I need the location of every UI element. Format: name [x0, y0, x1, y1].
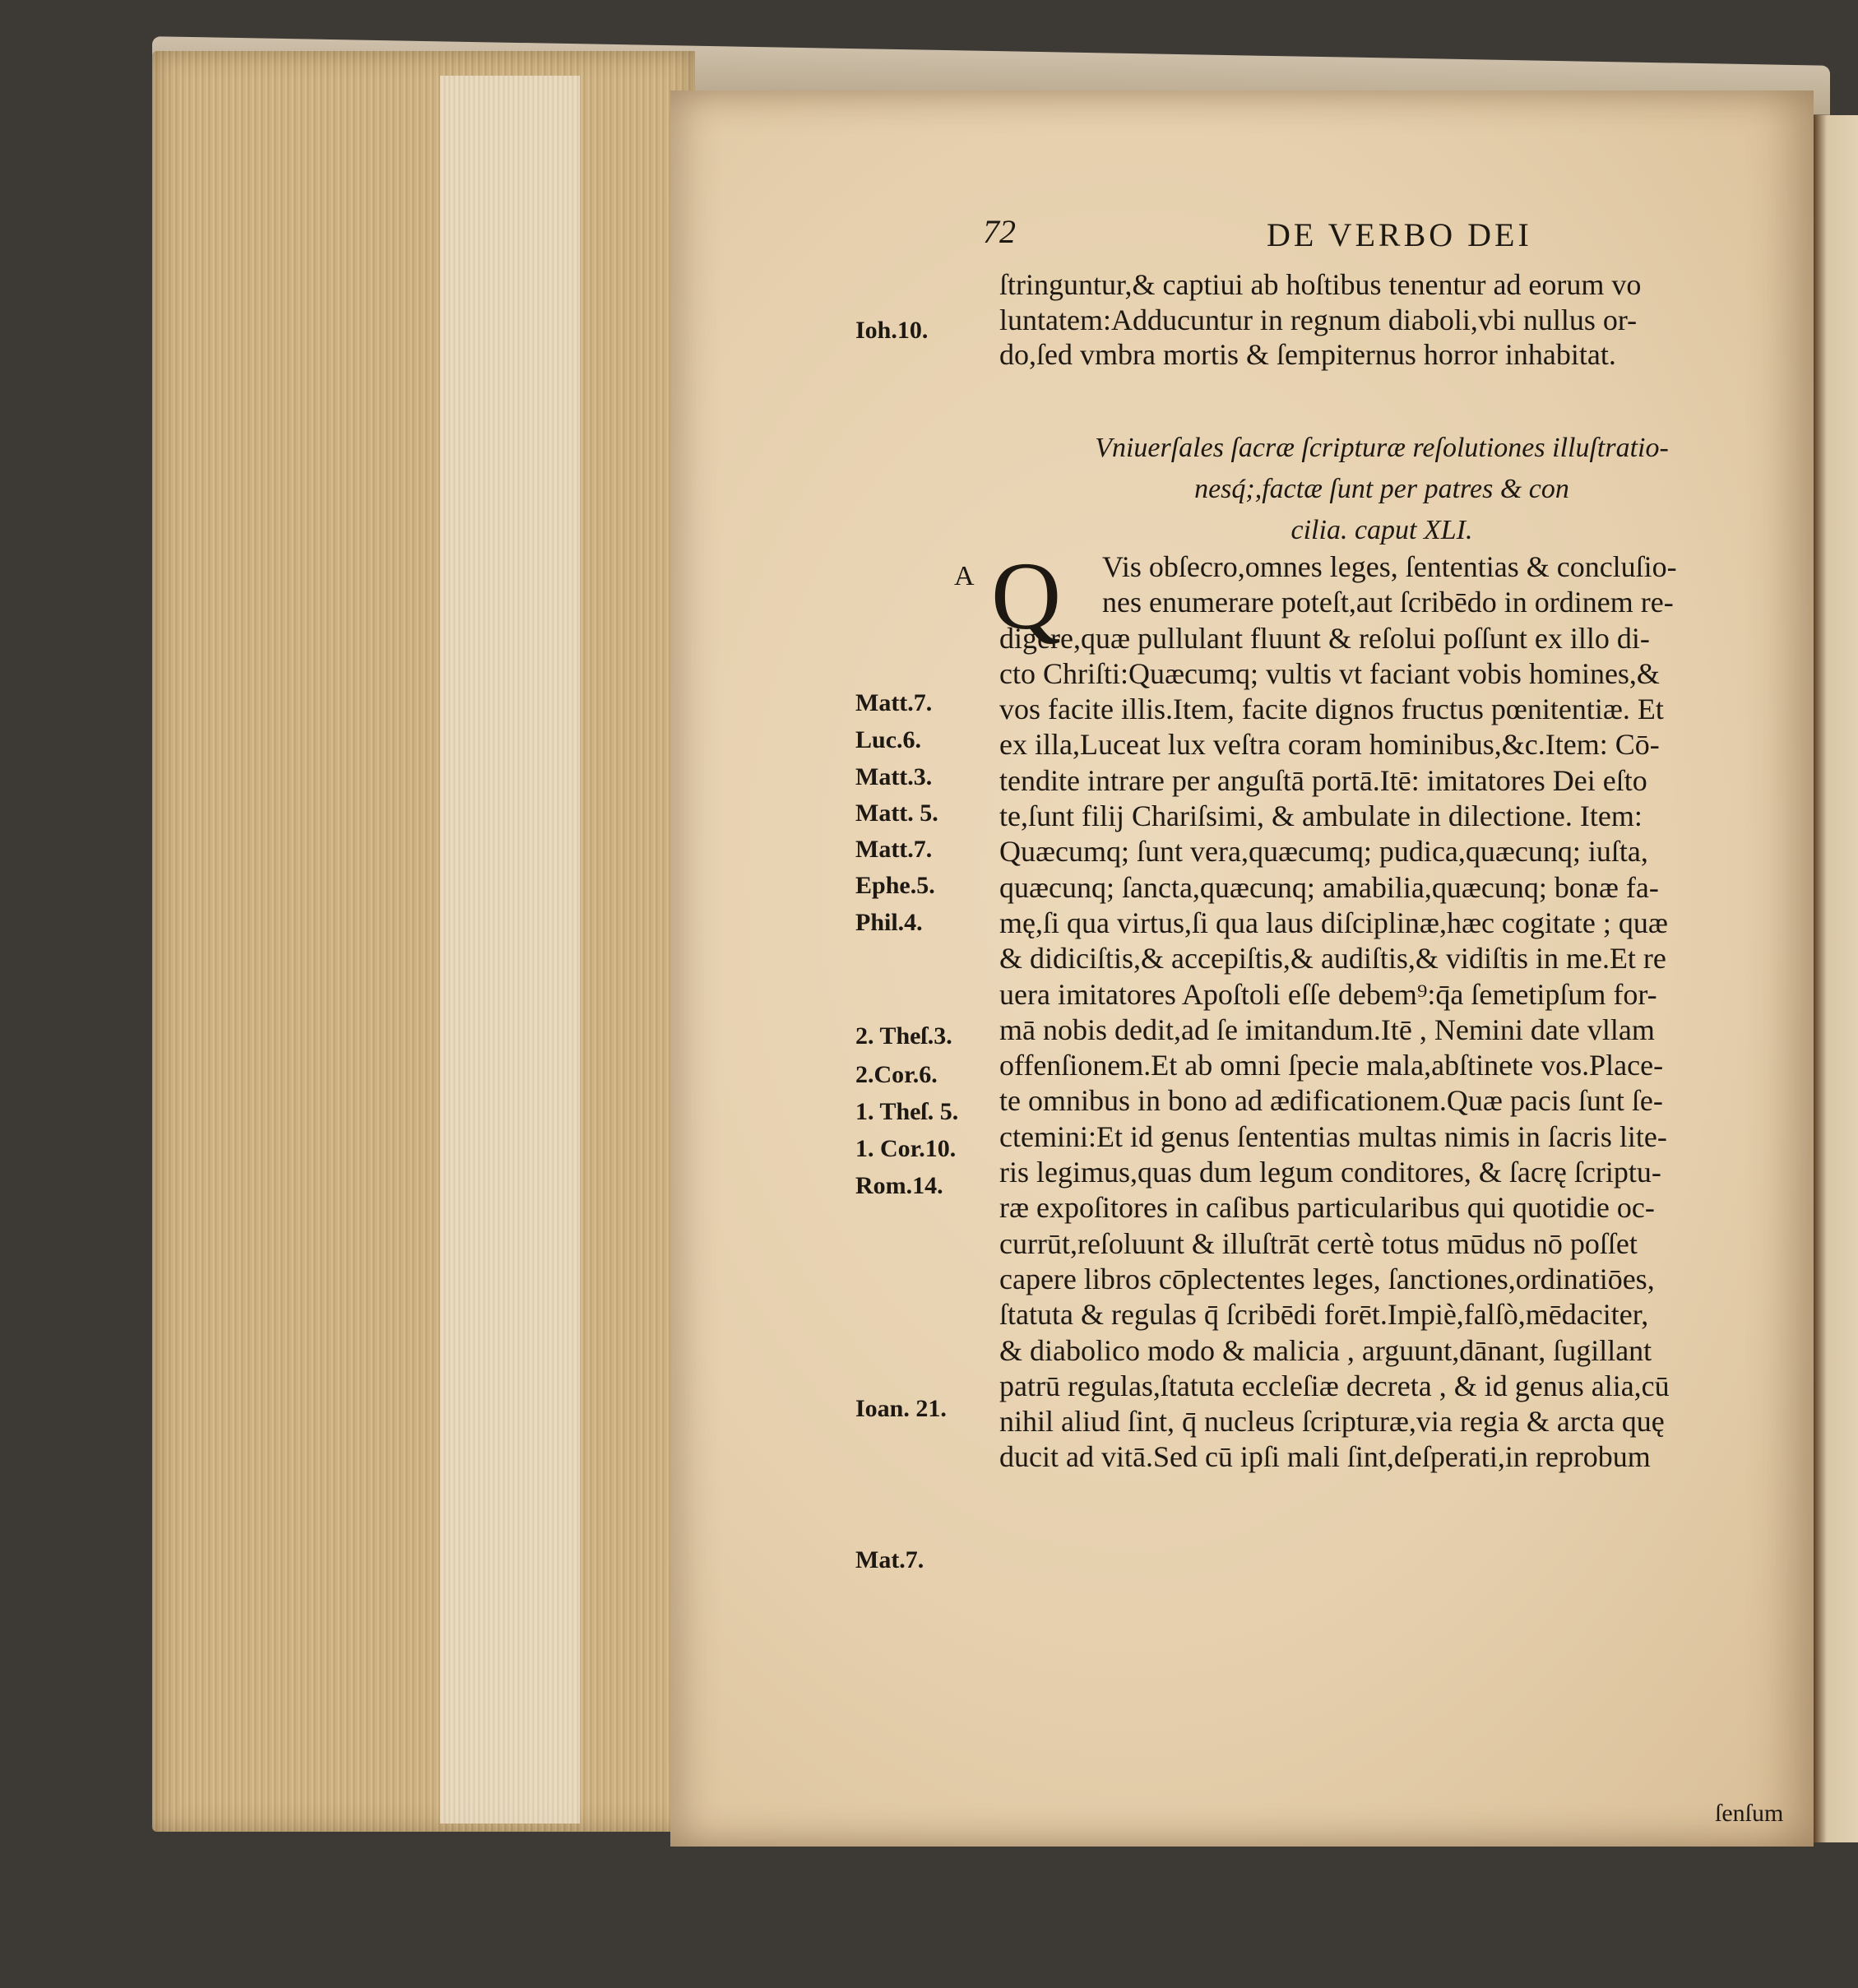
margin-note: Matt.7.	[855, 836, 933, 863]
margin-note: 1. Theſ. 5.	[855, 1098, 959, 1125]
text-line: nes enumerare poteſt,aut ſcribēdo in ordinem re-	[1102, 586, 1674, 619]
text-line: patrū regulas,ſtatuta eccleſiæ decreta , & id genus alia,cū	[999, 1369, 1670, 1402]
heading-line: nesq́;,factæ ſunt per patres & con	[1194, 474, 1569, 504]
text-line: mę,ſi qua virtus,ſi qua laus diſciplinæ,hæc cogitate ; quæ	[999, 906, 1668, 939]
text-line: Vis obſecro,omnes leges, ſententias & concluſio-	[1102, 550, 1677, 583]
text-line: ſtatuta & regulas q̄ ſcribēdi forēt.Impiè,falſò,mēdaciter,	[999, 1298, 1649, 1332]
text-line: & didiciſtis,& accepiſtis,& audiſtis,& vidiſtis in me.Et re	[999, 942, 1666, 975]
text-line: nihil aliud ſint, q̄ nucleus ſcripturæ,via regia & arcta quę	[999, 1405, 1665, 1439]
margin-note: Matt.7.	[855, 689, 933, 716]
text-line: Quæcumq; ſunt vera,quæcumq; pudica,quæcunq; iuſta,	[999, 835, 1648, 869]
text-line: digere,quæ pullulant fluunt & reſolui poſſunt ex illo di-	[999, 621, 1650, 655]
section-letter: A	[954, 561, 975, 591]
text-line: mā nobis dedit,ad ſe imitandum.Itē , Nemini date vllam	[999, 1013, 1655, 1046]
text-line: currūt,reſoluunt & illuſtrāt certè totus mūdus nō poſſet	[999, 1226, 1638, 1260]
main-text-block	[999, 549, 1789, 1476]
margin-note: 2.Cor.6.	[855, 1061, 938, 1088]
text-line: ræ expoſitores in caſibus particularibus qui quotidie oc-	[999, 1191, 1655, 1225]
text-line: ſtringuntur,& captiui ab hoſtibus tenentur ad eorum vo	[999, 268, 1642, 301]
text-line: vos facite illis.Item, facite dignos fructus pœnitentiæ. Et	[999, 693, 1664, 726]
margin-note: 1. Cor.10.	[855, 1135, 957, 1162]
text-line: ris legimus,quas dum legum conditores, & ſacrę ſcriptu-	[999, 1156, 1661, 1189]
drop-cap: Q	[991, 542, 1062, 650]
chapter-heading	[1012, 428, 1752, 551]
catchword: ſenſum	[1715, 1800, 1784, 1827]
margin-note: Luc.6.	[855, 726, 922, 753]
margin-note: Rom.14.	[855, 1172, 943, 1199]
running-head-title: DE VERBO DEI	[1267, 216, 1532, 253]
text-line: quæcunq; ſancta,quæcunq; amabilia,quæcunq; bonæ fa-	[999, 870, 1659, 904]
text-line: offenſionem.Et ab omni ſpecie mala,abſtinete vos.Place-	[999, 1049, 1664, 1082]
margin-note: Phil.4.	[855, 909, 923, 936]
heading-line: Vniuerſales ſacræ ſcripturæ reſolutiones illuſtratio-	[1095, 433, 1669, 463]
text-line: tendite intrare per anguſtā portā.Itē: imitatores Dei eſto	[999, 763, 1647, 797]
text-line: ex illa,Luceat lux veſtra coram hominibus,&c.Item: Cō-	[999, 728, 1660, 762]
text-line: uera imitatores Apoſtoli eſſe debem⁹:q̄a ſemetipſum for-	[999, 977, 1657, 1011]
margin-note: Ioan. 21.	[855, 1395, 947, 1422]
text-line: & diabolico modo & malicia , arguunt,dānant, ſugillant	[999, 1333, 1652, 1367]
margin-note: Mat.7.	[855, 1546, 924, 1573]
text-line: ducit ad vitā.Sed cū ipſi mali ſint,deſperati,in reprobum	[999, 1440, 1651, 1474]
margin-note: 2. Theſ.3.	[855, 1022, 952, 1050]
page-number: 72	[983, 213, 1016, 250]
margin-note: Ioh.10.	[855, 317, 929, 344]
text-line: cto Chriſti:Quæcumq; vultis vt faciant vobis homines,&	[999, 656, 1660, 690]
facing-page-edge	[1814, 115, 1858, 1842]
text-line: ctemini:Et id genus ſententias multas nimis in ſacris lite-	[999, 1119, 1667, 1153]
text-line: luntatem:Adducuntur in regnum diaboli,vbi nullus or-	[999, 303, 1638, 336]
top-text-block	[999, 267, 1772, 373]
text-line: do,ſed vmbra mortis & ſempiternus horror inhabitat.	[999, 338, 1616, 371]
text-line: te omnibus in bono ad ædificationem.Quæ pacis ſunt ſe-	[999, 1084, 1663, 1118]
text-line: te,ſunt filij Chariſsimi, & ambulate in dilectione. Item:	[999, 799, 1643, 833]
text-line: capere libros cōplectentes leges, ſanctiones,ordinatiōes,	[999, 1262, 1655, 1295]
margin-note: Matt. 5.	[855, 799, 938, 827]
margin-note: Matt.3.	[855, 763, 933, 790]
page-stack	[440, 76, 580, 1823]
book-fore-edge	[152, 51, 695, 1832]
margin-note: Ephe.5.	[855, 872, 935, 899]
heading-line: cilia. caput XLI.	[1290, 515, 1473, 545]
